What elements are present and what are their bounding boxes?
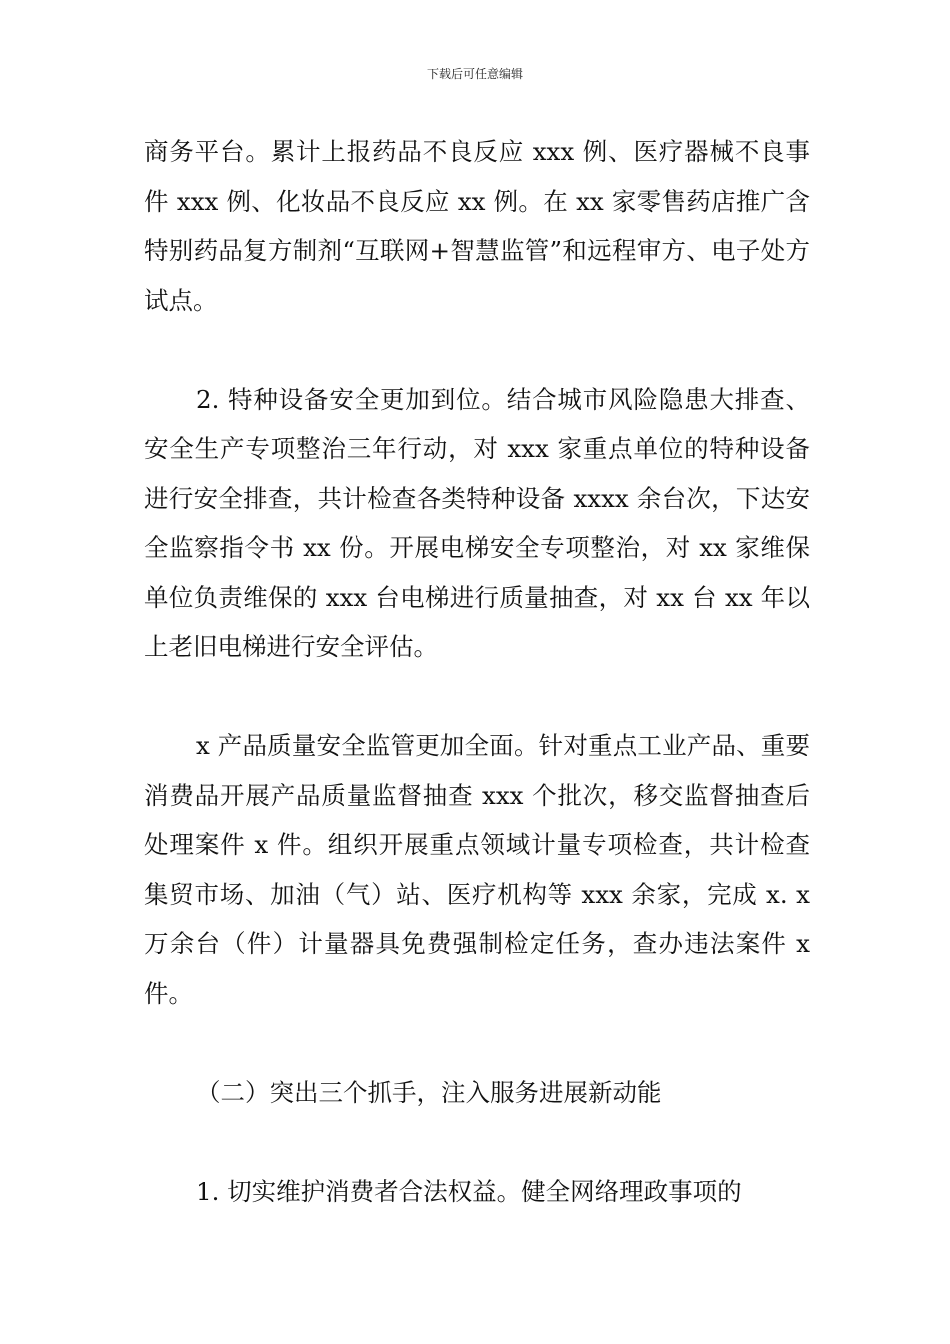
document-body [144, 127, 810, 1216]
paragraph-continuation: 商务平台。累计上报药品不良反应 xxx 例、医疗器械不良事件 xxx 例、化妆品不良反应 xx 例。在 xx 家零售药店推广含特别药品复方制剂“互联网+智慧监管”和远程审方、电子处方试点。 [144, 137, 810, 315]
paragraph-consumer-rights: 1. 切实维护消费者合法权益。健全网络理政事项的 [196, 1176, 742, 1206]
paragraph-product-quality: x 产品质量安全监管更加全面。针对重点工业产品、重要消费品开展产品质量监督抽查 xxx 个批次，移交监督抽查后处理案件 x 件。组织开展重点领域计量专项检查，共计检查集贸市场、加油（气）站、医疗机构等 xxx 余家，完成 x. x 万余台（件）计量器具免费强制检定任务，查办违法案件 x 件。 [144, 731, 810, 1008]
page-header: 下载后可任意编辑 [426, 67, 523, 81]
section-heading: （二）突出三个抓手，注入服务进展新动能 [196, 1077, 662, 1107]
paragraph-special-equipment: 2. 特种设备安全更加到位。结合城市风险隐患大排查、安全生产专项整治三年行动，对 xxx 家重点单位的特种设备进行安全排查，共计检查各类特种设备 xxxx 余台次，下达安全监察指令书 xx 份。开展电梯安全专项整治，对 xx 家维保单位负责维保的 xxx 台电梯进行质量抽查，对 xx 台 xx 年以上老旧电梯进行安全评估。 [144, 384, 810, 661]
